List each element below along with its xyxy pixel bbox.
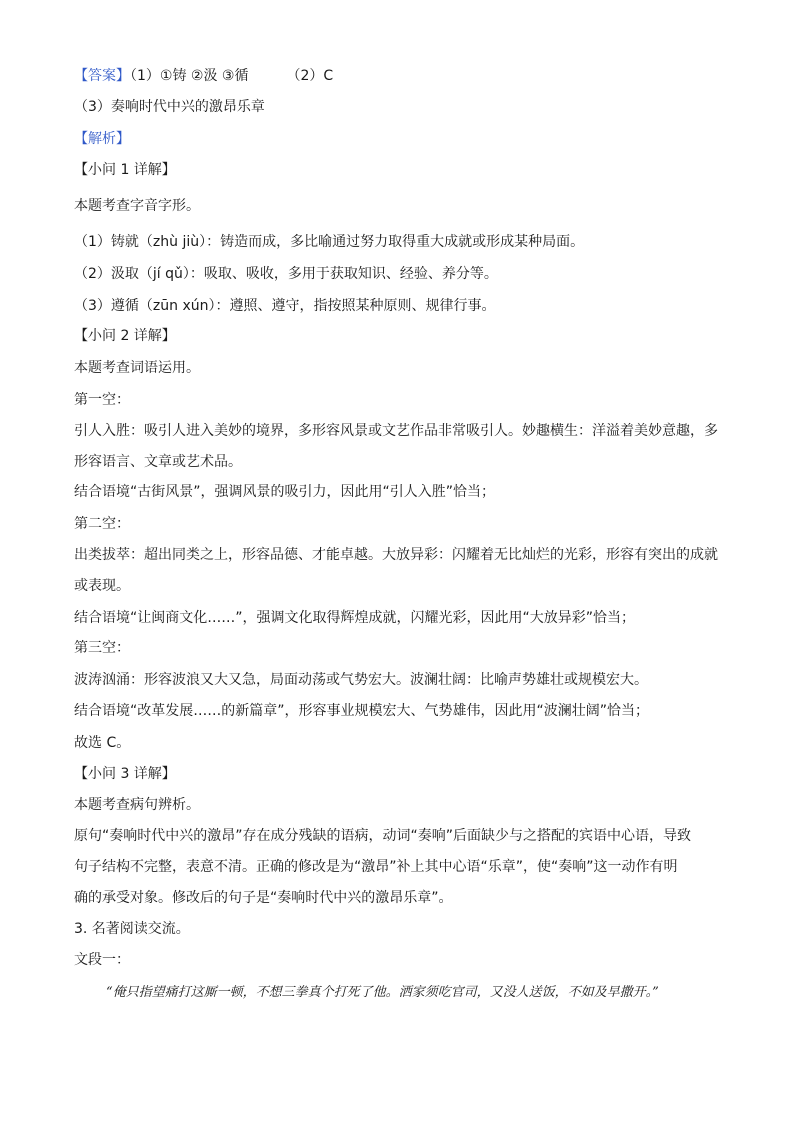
q2-blank2-definition-a: 出类拔萃：超出同类之上，形容品德、才能卓越。大放异彩：闪耀着无比灿烂的光彩，形容有突出的成就	[74, 547, 718, 563]
q1-heading: 【小问 1 详解】	[74, 162, 176, 178]
q2-blank3-definition: 波涛汹涌：形容波浪又大又急，局面动荡或气势宏大。波澜壮阔：比喻声势雄壮或规模宏大。	[74, 672, 648, 688]
answer-label: 【答案】	[74, 68, 130, 84]
q2-intro: 本题考查词语运用。	[74, 360, 200, 376]
q2-blank2-context: 结合语境“让闽商文化……”，强调文化取得辉煌成就，闪耀光彩，因此用“大放异彩”恰当；	[74, 610, 636, 626]
q2-blank3-label: 第三空：	[74, 640, 130, 656]
q2-blank1-context: 结合语境“古街风景”，强调风景的吸引力，因此用“引人入胜”恰当；	[74, 484, 496, 500]
q3-paragraph-c: 确的承受对象。修改后的句子是“奏响时代中兴的激昂乐章”。	[74, 890, 453, 906]
answer-part-1: （1）①铸 ②汲 ③循	[130, 68, 249, 84]
q3-heading: 【小问 3 详解】	[74, 766, 176, 782]
q3-intro: 本题考查病句辨析。	[74, 797, 200, 813]
answer-line-1	[74, 66, 724, 86]
q3-paragraph-b: 句子结构不完整，表意不清。正确的修改是为“激昂”补上其中心语“乐章”，使“奏响”这一动作有明	[74, 859, 678, 875]
q2-blank1-definition-a: 引人入胜：吸引人进入美妙的境界，多形容风景或文艺作品非常吸引人。妙趣横生：洋溢着美妙意趣，多	[74, 423, 718, 439]
q2-conclusion: 故选 C。	[74, 735, 131, 751]
analysis-label: 【解析】	[74, 131, 130, 147]
answer-part-2: （2）C	[286, 68, 334, 84]
q2-blank2-definition-b: 或表现。	[74, 578, 130, 594]
section-3-title: 3. 名著阅读交流。	[74, 921, 190, 937]
q2-heading: 【小问 2 详解】	[74, 328, 176, 344]
q1-item-3: （3）遵循（zūn xún）：遵照、遵守，指按照某种原则、规律行事。	[74, 298, 496, 314]
q1-item-1: （1）铸就（zhù jiù）：铸造而成，多比喻通过努力取得重大成就或形成某种局面。	[74, 234, 585, 250]
q2-blank1-label: 第一空：	[74, 392, 130, 408]
q2-blank1-definition-b: 形容语言、文章或艺术品。	[74, 454, 242, 470]
q3-paragraph-a: 原句“奏响时代中兴的激昂”存在成分残缺的语病，动词“奏响”后面缺少与之搭配的宾语中心语，导致	[74, 828, 692, 844]
q2-blank2-label: 第二空：	[74, 516, 130, 532]
q1-intro: 本题考查字音字形。	[74, 198, 200, 214]
answer-part-3: （3）奏响时代中兴的激昂乐章	[74, 99, 265, 115]
q2-blank3-context: 结合语境“改革发展……的新篇章”，形容事业规模宏大、气势雄伟，因此用“波澜壮阔”恰当；	[74, 703, 650, 719]
q1-item-2: （2）汲取（jí qǔ）：吸取、吸收，多用于获取知识、经验、养分等。	[74, 266, 498, 282]
passage-quote: “俺只指望痛打这厮一顿，不想三拳真个打死了他。洒家须吃官司，又没人送饭，不如及早撒开。”	[106, 985, 659, 1000]
passage-label: 文段一：	[74, 952, 130, 968]
